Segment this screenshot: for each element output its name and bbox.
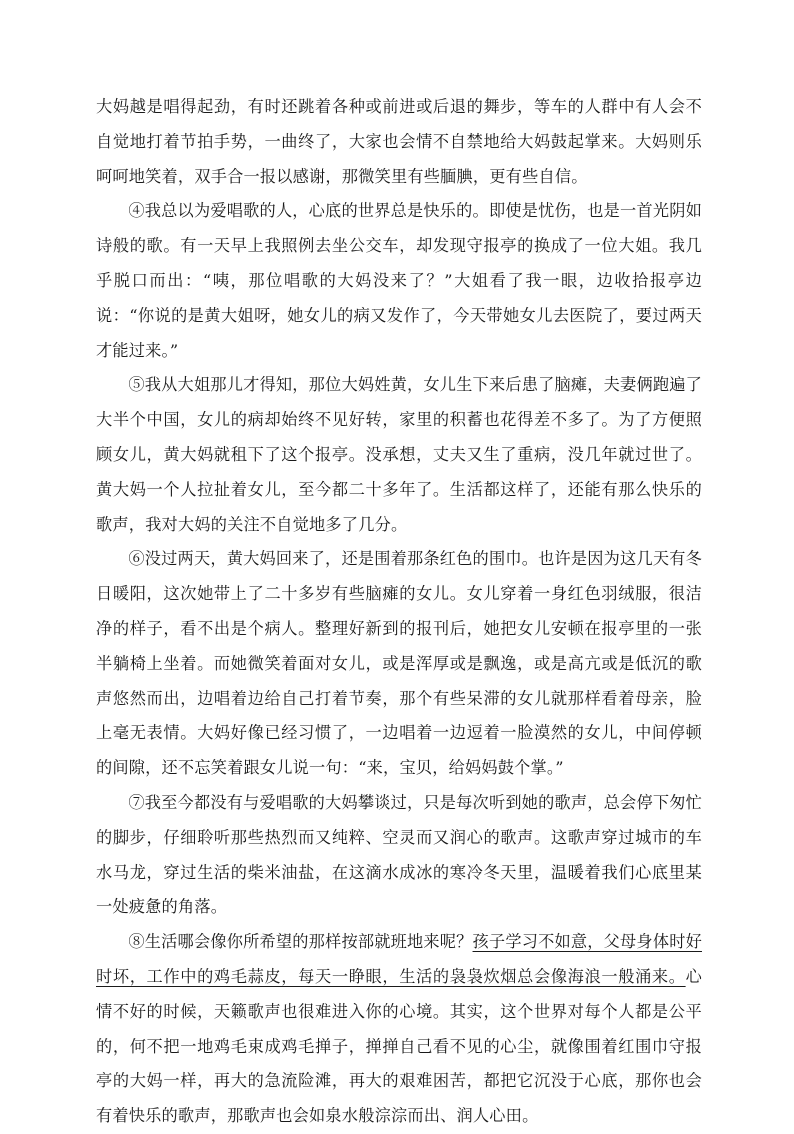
paragraph-4: ④我总以为爱唱歌的人，心底的世界总是快乐的。即使是忧伤，也是一首光阴如诗般的歌。有一天早上我照例去坐公交车，却发现守报亭的换成了一位大姐。我几乎脱口而出：“咦，那位唱歌的大妈没来了？”大姐看了我一眼，边收拾报亭边说：“你说的是黄大姐呀，她女儿的病又发作了，今天带她女儿去医院了，要过两天才能过来。” [96, 201, 702, 360]
paragraph-continuation: 大妈越是唱得起劲，有时还跳着各种或前进或后退的舞步，等车的人群中有人会不自觉地打着节拍手势，一曲终了，大家也会情不自禁地给大妈鼓起掌来。大妈则乐呵呵地笑着，双手合一报以感谢，那微笑里有些腼腆，更有些自信。 [96, 97, 702, 186]
paragraph-8-lead: ⑧生活哪会像你所希望的那样按部就班地来呢？ [128, 932, 473, 952]
paragraph-6: ⑥没过两天，黄大妈回来了，还是围着那条红色的围巾。也许是因为这几天有冬日暖阳，这次她带上了二十多岁有些脑瘫的女儿。女儿穿着一身红色羽绒服，很洁净的样子，看不出是个病人。整理好新到的报刊后，她把女儿安顿在报亭里的一张半躺椅上坐着。而她微笑着面对女儿，或是浑厚或是飘逸，或是高亢或是低沉的歌声悠然而出，边唱着边给自己打着节奏，那个有些呆滞的女儿就那样看着母亲，脸上毫无表情。大妈好像已经习惯了，一边唱着一边逗着一脸漠然的女儿，中间停顿的间隙，还不忘笑着跟女儿说一句：“来，宝贝，给妈妈鼓个掌。” [96, 549, 702, 778]
paragraph-5: ⑤我从大姐那儿才得知，那位大妈姓黄，女儿生下来后患了脑瘫，夫妻俩跑遍了大半个中国，女儿的病却始终不见好转，家里的积蓄也花得差不多了。为了方便照顾女儿，黄大妈就租下了这个报亭。没承想，丈夫又生了重病，没几年就过世了。黄大妈一个人拉扯着女儿，至今都二十多年了。生活都这样了，还能有那么快乐的歌声，我对大妈的关注不自觉地多了几分。 [96, 375, 702, 534]
paragraph-8 [96, 925, 702, 1134]
document-page [96, 90, 702, 1134]
paragraph-8-rest: 心情不好的时候，天籁歌声也很难进入你的心境。其实，这个世界对每个人都是公平的，何不把一地鸡毛束成鸡毛掸子，掸掸自己看不见的心尘，就像围着红围巾守报亭的大妈一样，再大的急流险滩，再大的艰难困苦，都把它沉没于心底，那你也会有着快乐的歌声，那歌声也会如泉水般淙淙而出、润人心田。 [96, 966, 702, 1126]
paragraph-7: ⑦我至今都没有与爱唱歌的大妈攀谈过，只是每次听到她的歌声，总会停下匆忙的脚步，仔细聆听那些热烈而又纯粹、空灵而又润心的歌声。这歌声穿过城市的车水马龙，穿过生活的柴米油盐，在这滴水成冰的寒冷冬天里，温暖着我们心底里某一处疲惫的角落。 [96, 792, 702, 917]
paragraph-8-underlined-sentence: 孩子学习不如意，父母身体时好时坏，工作中的鸡毛蒜皮，每天一睁眼，生活的袅袅炊烟总会像海浪一般涌来。 [96, 932, 702, 986]
